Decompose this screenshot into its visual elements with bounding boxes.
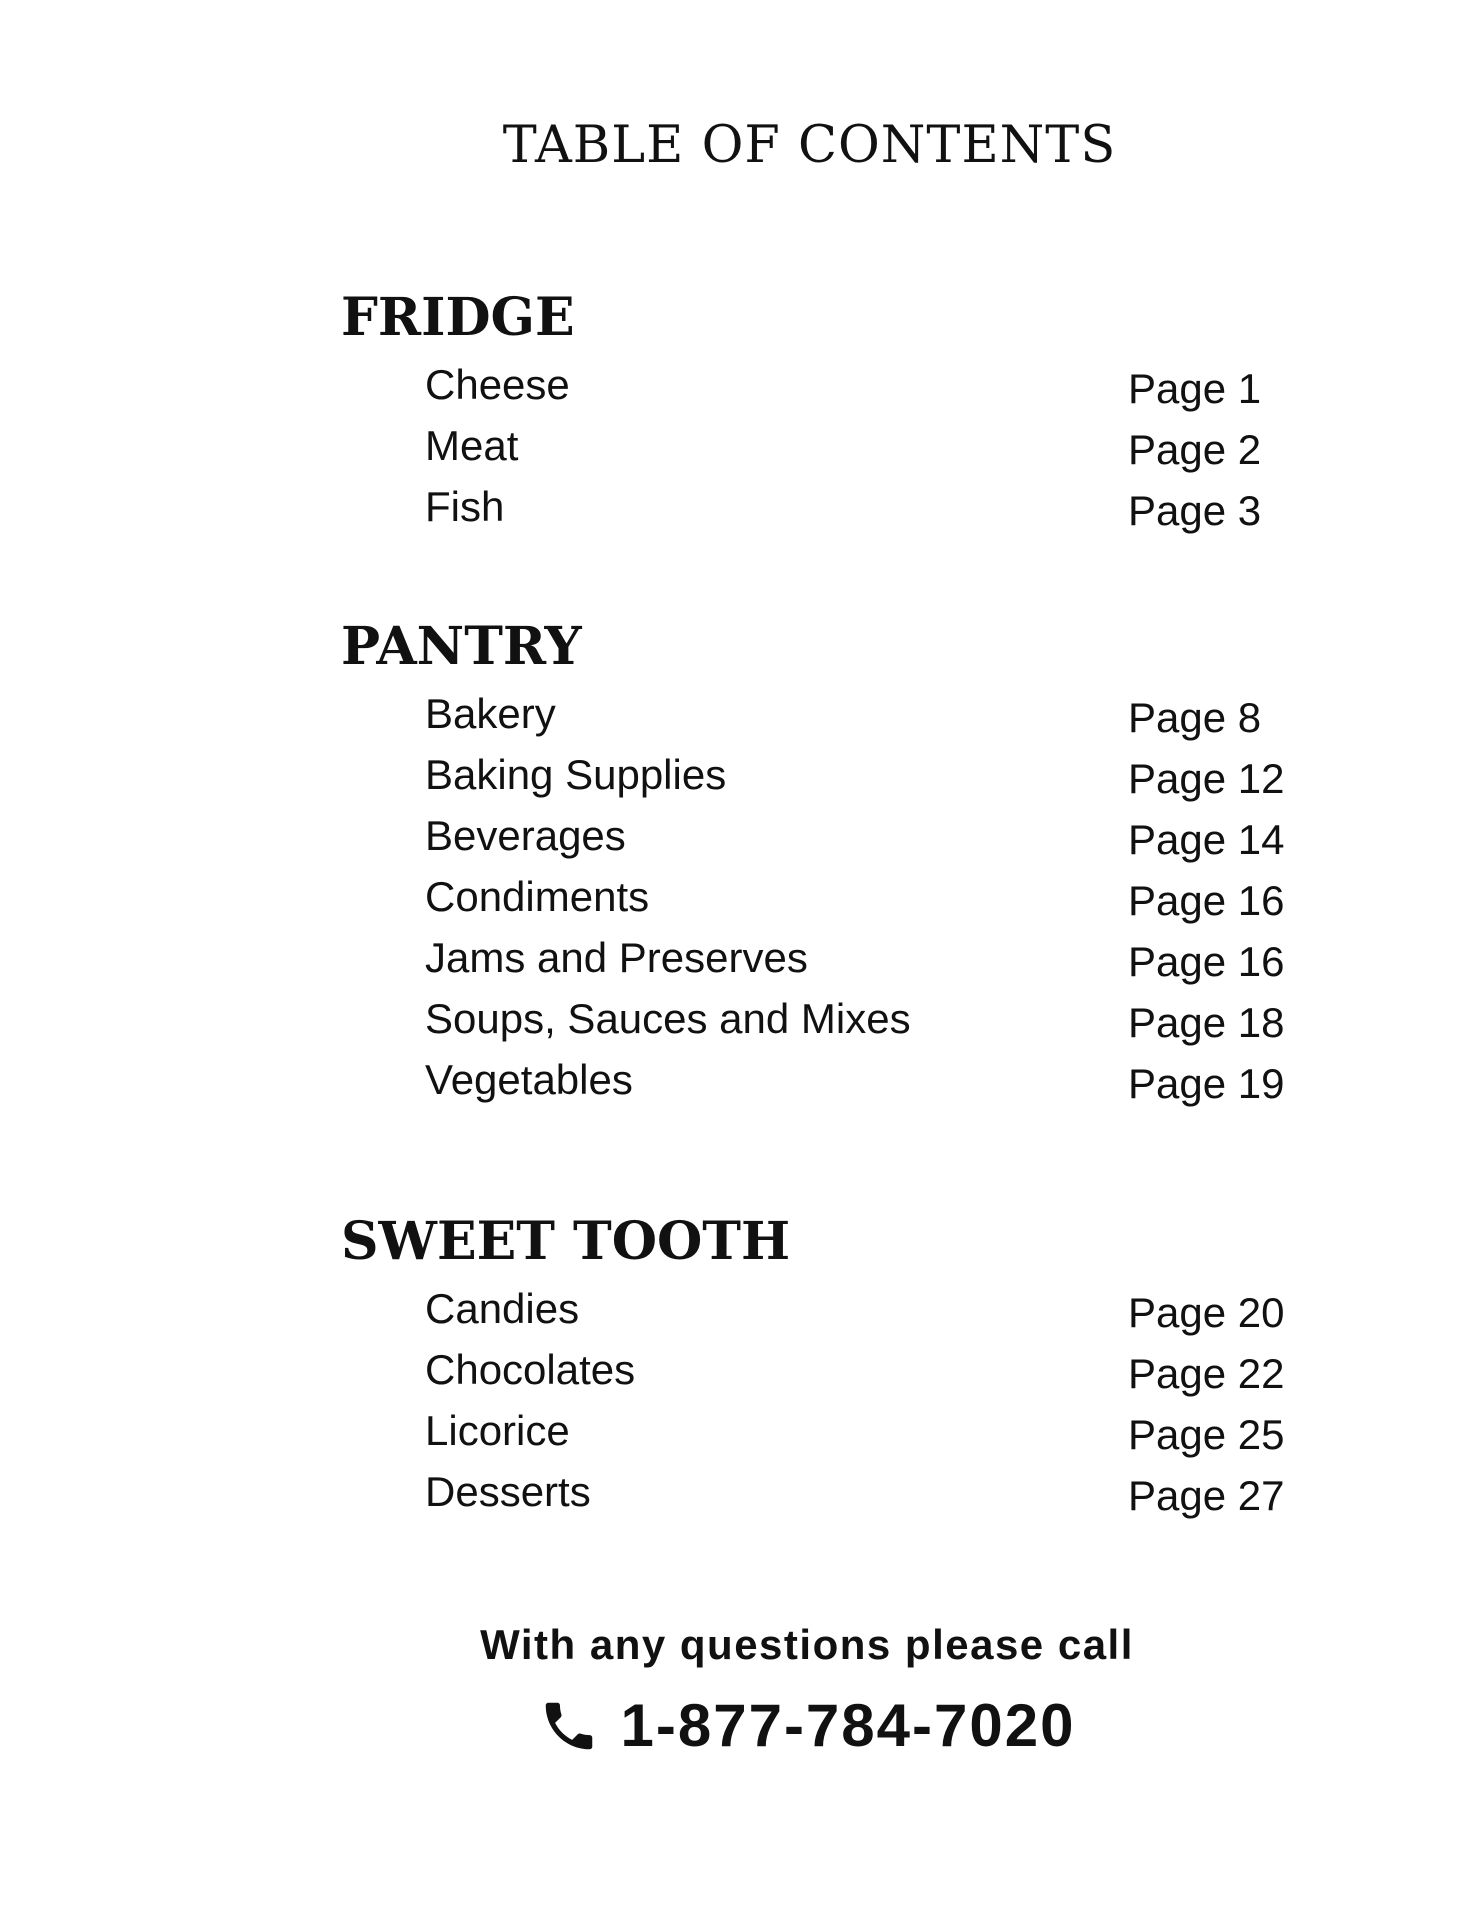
phone-contact[interactable] [0, 1690, 1484, 1762]
toc-entry[interactable] [341, 994, 1301, 1055]
entry-page-number: Page 20 [1128, 1289, 1285, 1336]
toc-entry[interactable] [341, 750, 1301, 811]
entry-page-number: Page 8 [1128, 694, 1262, 741]
section-heading: PANTRY [341, 616, 582, 677]
entry-page-number: Page 3 [1128, 487, 1262, 534]
section-pantry [341, 617, 1301, 1116]
entry-list [341, 360, 1301, 543]
phone-number[interactable]: 1-877-784-7020 [620, 1692, 1076, 1759]
toc-entry[interactable] [341, 1055, 1301, 1116]
toc-entry[interactable] [341, 1345, 1301, 1406]
entry-page-number: Page 14 [1128, 816, 1285, 863]
entry-name: Licorice [425, 1407, 570, 1454]
section-fridge [341, 288, 1301, 543]
entry-list [341, 689, 1301, 1116]
toc-entry[interactable] [341, 1467, 1301, 1528]
section-heading: FRIDGE [341, 287, 575, 348]
entry-page-number: Page 25 [1128, 1411, 1285, 1458]
page-title: TABLE OF CONTENTS [502, 116, 1117, 175]
entry-page-number: Page 16 [1128, 877, 1285, 924]
entry-page-number: Page 12 [1128, 755, 1285, 802]
contact-prompt: With any questions please call [480, 1621, 1134, 1668]
entry-page-number: Page 18 [1128, 999, 1285, 1046]
entry-name: Fish [425, 483, 505, 530]
entry-name: Meat [425, 422, 519, 469]
entry-page-number: Page 22 [1128, 1350, 1285, 1397]
toc-entry[interactable] [341, 1406, 1301, 1467]
section-heading: SWEET TOOTH [341, 1211, 791, 1272]
entry-page-number: Page 2 [1128, 426, 1262, 473]
toc-entry[interactable] [341, 872, 1301, 933]
entry-name: Bakery [425, 690, 556, 737]
entry-page-number: Page 1 [1128, 365, 1262, 412]
section-sweet-tooth [341, 1212, 1301, 1528]
entry-name: Candies [425, 1285, 580, 1332]
entry-page-number: Page 27 [1128, 1472, 1285, 1519]
entry-name: Chocolates [425, 1346, 636, 1393]
entry-name: Baking Supplies [425, 751, 727, 798]
entry-name: Condiments [425, 873, 650, 920]
toc-entry[interactable] [341, 421, 1301, 482]
toc-entry[interactable] [341, 360, 1301, 421]
entry-name: Desserts [425, 1468, 591, 1515]
entry-name: Jams and Preserves [425, 934, 808, 981]
toc-entry[interactable] [341, 689, 1301, 750]
entry-name: Vegetables [425, 1056, 633, 1103]
entry-name: Cheese [425, 361, 570, 408]
entry-name: Beverages [425, 812, 626, 859]
entry-name: Soups, Sauces and Mixes [425, 995, 911, 1042]
toc-entry[interactable] [341, 933, 1301, 994]
entry-page-number: Page 19 [1128, 1060, 1285, 1107]
toc-entry[interactable] [341, 811, 1301, 872]
toc-entry[interactable] [341, 482, 1301, 543]
toc-entry[interactable] [341, 1284, 1301, 1345]
entry-list [341, 1284, 1301, 1528]
phone-icon [538, 1695, 600, 1757]
entry-page-number: Page 16 [1128, 938, 1285, 985]
